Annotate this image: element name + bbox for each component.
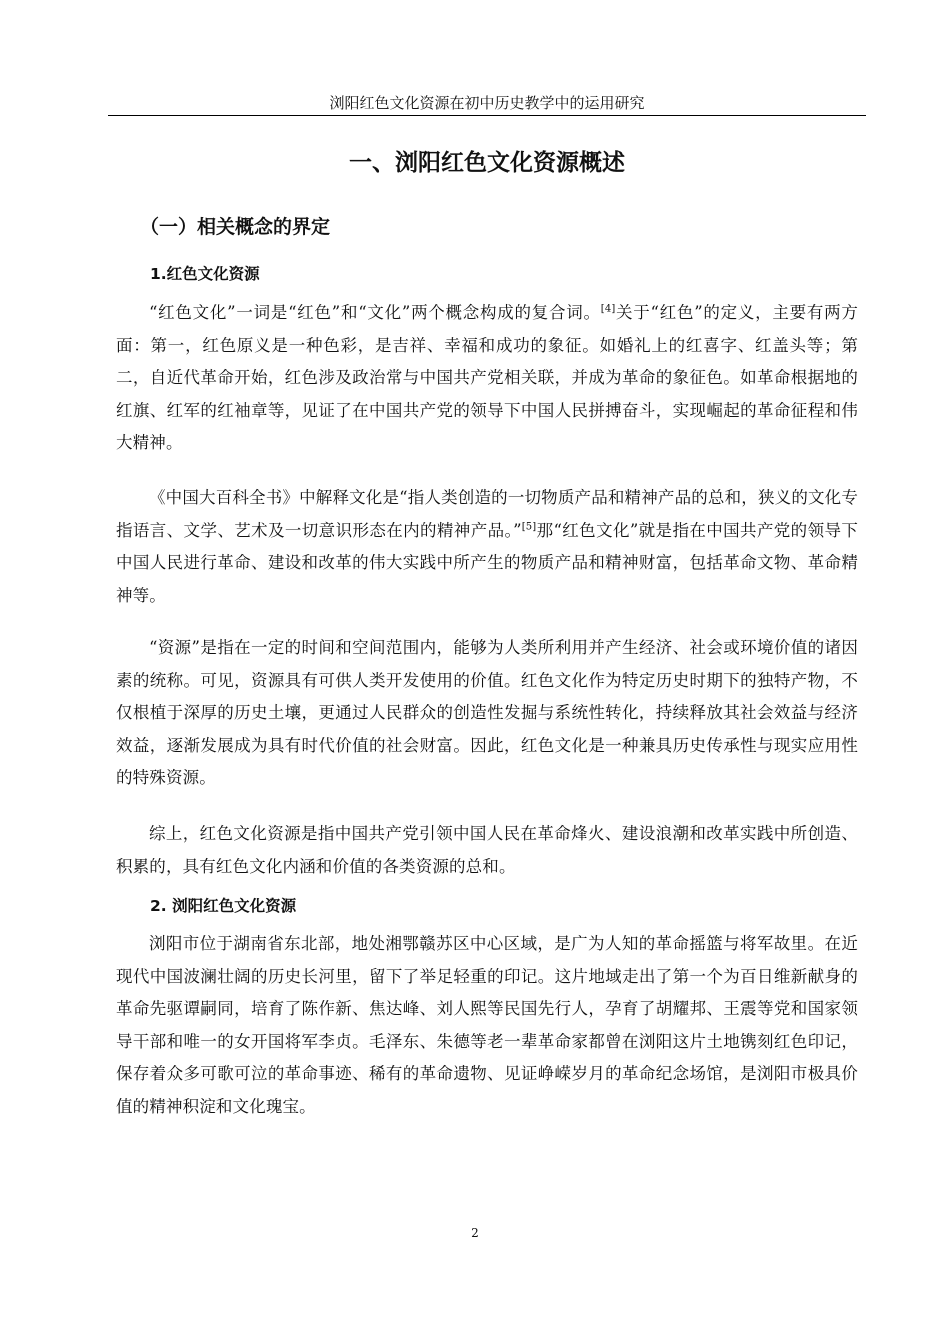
citation-ref-5[interactable]: [5] — [521, 521, 537, 532]
section-heading: （一）相关概念的界定 — [140, 216, 331, 238]
running-header: 浏阳红色文化资源在初中历史教学中的运用研究 — [108, 92, 866, 116]
page-number: 2 — [471, 1226, 479, 1240]
citation-ref-4[interactable]: [4] — [600, 303, 616, 315]
paragraph-text: “红色文化”一词是“红色”和“文化”两个概念构成的复合词。 — [149, 303, 601, 322]
paragraph-text: 关于“红色”的定义，主要有两方面：第一，红色原义是一种色彩，是吉祥、幸福和成功的象征。如婚礼上的红喜字、红盖头等；第二，自近代革命开始，红色涉及政治常与中国共产党相关联，并成为革命的象征色。如革命根据地的红旗、红军的红袖章等，见证了在中国共产党的领导下中国人民拼搏奋斗，实现崛起的革命征程和伟大精神。 — [116, 303, 859, 452]
subsection-heading-2: 2. 浏阳红色文化资源 — [150, 897, 297, 915]
paragraph-resource-definition: “资源”是指在一定的时间和空间范围内，能够为人类所利用并产生经济、社会或环境价值的诸因素的统称。可见，资源具有可供人类开发使用的价值。红色文化作为特定历史时期下的独特产物，不仅根植于深厚的历史土壤，更通过人民群众的创造性发掘与系统性转化，持续释放其社会效益与经济效益，逐渐发展成为具有时代价值的社会财富。因此，红色文化是一种兼具历史传承性与现实应用性的特殊资源。 — [116, 638, 858, 787]
subsection-heading-1: 1.红色文化资源 — [150, 265, 260, 283]
paragraph-text: 那“红色文化”就是指在中国共产党的领导下中国人民进行革命、建设和改革的伟大实践中所产生的物质产品和精神财富，包括革命文物、革命精神等。 — [116, 520, 858, 605]
paragraph-liuyang-resources: 浏阳市位于湖南省东北部，地处湘鄂赣苏区中心区域，是广为人知的革命摇篮与将军故里。在近现代中国波澜壮阔的历史长河里，留下了举足轻重的印记。这片地域走出了第一个为百日维新献身的革命先驱谭嗣同，培育了陈作新、焦达峰、刘人熙等民国先行人，孕育了胡耀邦、王震等党和国家领导干部和唯一的女开国将军李贞。毛泽东、朱德等老一辈革命家都曾在浏阳这片土地镌刻红色印记，保存着众多可歌可泣的革命事迹、稀有的革命遗物、见证峥嵘岁月的革命纪念场馆，是浏阳市极具价值的精神积淀和文化瑰宝。 — [116, 934, 858, 1116]
paragraph-summary: 综上，红色文化资源是指中国共产党引领中国人民在革命烽火、建设浪潮和改革实践中所创造、积累的，具有红色文化内涵和价值的各类资源的总和。 — [116, 824, 858, 876]
paragraph-text: 《中国大百科全书》中解释文化是“指人类创造的一切物质产品和精神产品的总和，狭义的文化专指语言、文学、艺术及一切意识形态在内的精神产品。” — [116, 488, 858, 540]
paragraph-red-definition — [116, 297, 858, 460]
paragraph-culture-definition — [116, 482, 858, 612]
chapter-title: 一、浏阳红色文化资源概述 — [349, 150, 625, 176]
